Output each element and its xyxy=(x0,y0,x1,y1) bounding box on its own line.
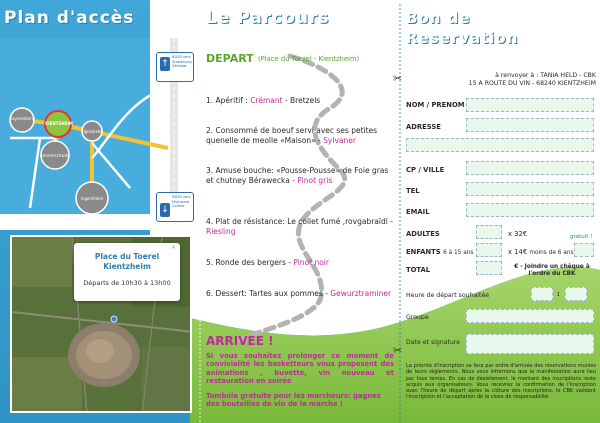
map-popup xyxy=(74,243,180,301)
depart-place: (Place du Toerel - Kientzheim) xyxy=(258,55,360,63)
popup-title: Place du Toerel xyxy=(94,252,160,261)
total-note: € - Joindre un chèque à l'ordre du CBK xyxy=(514,264,590,277)
sign-south-text: RD35 vers Mulhouse Colmar xyxy=(172,195,191,208)
enfants-free-quantity[interactable] xyxy=(574,243,594,257)
adultes-price: x 32€ xyxy=(508,230,528,238)
parcours-title: Le Parcours xyxy=(206,8,330,28)
arrivee-label: ARRIVEE ! xyxy=(206,334,274,348)
adultes-quantity[interactable] xyxy=(476,225,502,239)
gratuit-note: gratuit ! xyxy=(570,234,593,240)
tel-label: TEL xyxy=(406,187,420,195)
reservation-footer: La priorité d'inscription se fera par ordre d'arrivée des réservations munies de leurs règlements. Nous vous informons que la manifestation aura lieu par tous temps. En cas de désistement, le montant des inscriptions reste acquis aux organisateurs. Vous recevrez la confirmation de l'inscription avec l'heure de départ après la clôture des inscriptions, le CBK validant l'inscription et l'acceptation de la close de responsabilité. xyxy=(406,363,596,401)
total-field[interactable] xyxy=(476,261,502,275)
road-sign-south xyxy=(156,192,194,222)
popup-subtitle: Kientzheim xyxy=(103,262,151,271)
scissors-icon-top: ✂ xyxy=(393,72,403,85)
nom-label: NOM / PRENOM xyxy=(406,101,465,109)
road-sign-north xyxy=(156,52,194,82)
step-1: 1. Apéritif : Crémant - Bretzels xyxy=(206,96,321,105)
enfants-label: ENFANTS 6 à 15 ans xyxy=(406,248,474,256)
adresse-label: ADRESSE xyxy=(406,123,441,131)
map-label-ingersheim: Ingersheim xyxy=(80,196,104,201)
email-field[interactable] xyxy=(466,203,594,217)
adresse-field-2[interactable] xyxy=(406,138,594,152)
nom-field[interactable] xyxy=(466,98,594,112)
plan-title: Plan d'accès xyxy=(4,8,135,28)
map-label-kaysersberg: Kaysersberg xyxy=(9,116,35,121)
reservation-title: Bon de Reservation xyxy=(406,9,519,47)
enfants-price: x 14€ moins de 6 ans xyxy=(508,248,574,256)
date-signature-field[interactable] xyxy=(466,334,594,354)
map-label-ammerschwihr: Ammerschwihr xyxy=(40,153,71,158)
arrivee-text: Si vous souhaitez prolonger ce moment de convivialité les basketteurs vous proposent des animations , buvette, vin nouveau et restauration en soirée xyxy=(206,352,394,386)
depart-label: DEPART xyxy=(206,52,254,65)
heure-colon: : xyxy=(557,290,560,298)
step-3: 3. Amuse bouche: «Pousse-Pousse» de Foie gras et chutney Bérawecka - Pinot gris xyxy=(206,166,389,185)
tombola-text: Tombola gratuite pour les marcheurs: gagnez des bouteilles de vin de la marche ! xyxy=(206,392,381,409)
heure-hour-field[interactable] xyxy=(531,287,553,301)
close-icon[interactable]: × xyxy=(170,244,176,251)
enfants-quantity[interactable] xyxy=(476,243,502,257)
step-6: 6. Dessert: Tartes aux pommes - Gewurztraminer xyxy=(206,289,392,298)
map-label-kientzheim: KIENTZHEIM xyxy=(45,121,73,126)
cp-field[interactable] xyxy=(466,161,594,175)
schematic-map xyxy=(0,38,170,218)
date-label: Date et signature xyxy=(406,339,461,346)
map-label-sigolsheim: Sigolsheim xyxy=(81,129,103,134)
return-line-2: 15 A ROUTE DU VIN - 68240 KIENTZHEIM xyxy=(468,80,596,87)
adresse-field-1[interactable] xyxy=(466,118,594,132)
step-5: 5. Ronde des bergers - Pinot noir xyxy=(206,258,329,267)
tel-field[interactable] xyxy=(466,182,594,196)
email-label: EMAIL xyxy=(406,208,430,216)
arrow-down-icon: ↓ xyxy=(161,205,169,215)
total-label: TOTAL xyxy=(406,266,431,274)
arrow-up-icon: ↑ xyxy=(161,59,169,69)
scissors-icon-bottom: ✂ xyxy=(393,344,403,357)
return-line-1: à renvoyer à : TANIA HELD - CBK xyxy=(495,72,596,79)
groupe-field[interactable] xyxy=(466,309,594,323)
step-2: 2. Consommé de boeuf servi avec ses petites quenelle de meolle «Maison» - Sylvaner xyxy=(206,126,378,145)
popup-text: Départs de 10h30 à 13h00 xyxy=(83,279,171,287)
return-address xyxy=(410,72,596,88)
heure-label: Heure de départ souhaitée xyxy=(406,292,490,299)
adultes-label: ADULTES xyxy=(406,230,440,238)
cp-label: CP / VILLE xyxy=(406,166,445,174)
aerial-map[interactable] xyxy=(10,235,192,413)
step-4: 4. Plat de résistance: Le collet fumé ,rovgabraïdl - Riesling xyxy=(206,217,393,236)
heure-minute-field[interactable] xyxy=(565,287,587,301)
sign-north-text: RD35 vers Strasbourg Sélestat xyxy=(172,55,192,68)
groupe-label: Groupe xyxy=(406,314,429,321)
